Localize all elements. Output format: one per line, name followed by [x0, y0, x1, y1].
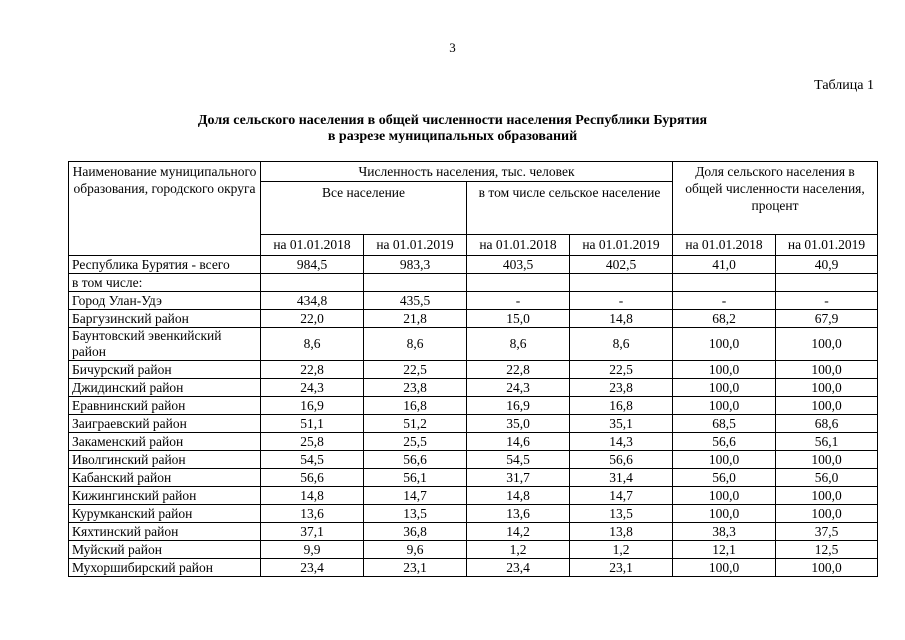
header-date: на 01.01.2018 — [673, 235, 776, 256]
table-row — [69, 310, 878, 328]
cell-value: 16,8 — [364, 397, 467, 415]
cell-value: 25,5 — [364, 433, 467, 451]
page-number: 3 — [449, 40, 456, 55]
cell-value: 23,4 — [467, 559, 570, 577]
cell-value: 35,1 — [570, 415, 673, 433]
table-row — [69, 451, 878, 469]
cell-value: 15,0 — [467, 310, 570, 328]
cell-value: 100,0 — [776, 397, 878, 415]
cell-value: 51,2 — [364, 415, 467, 433]
cell-value: 16,9 — [261, 397, 364, 415]
cell-value: 23,8 — [570, 379, 673, 397]
table-row — [69, 541, 878, 559]
cell-value: 14,8 — [467, 487, 570, 505]
cell-empty — [673, 274, 776, 292]
row-name: Кабанский район — [69, 469, 261, 487]
cell-value: 402,5 — [570, 256, 673, 274]
row-name: Баунтовский эвенкийский район — [69, 328, 261, 361]
cell-value: 23,1 — [364, 559, 467, 577]
table-body — [69, 256, 878, 577]
cell-value: 100,0 — [673, 361, 776, 379]
cell-value: 54,5 — [261, 451, 364, 469]
table-row — [69, 469, 878, 487]
cell-value: 56,1 — [776, 433, 878, 451]
cell-value: 100,0 — [673, 559, 776, 577]
cell-empty — [467, 274, 570, 292]
cell-value: 100,0 — [673, 379, 776, 397]
cell-value: 983,3 — [364, 256, 467, 274]
cell-value: 984,5 — [261, 256, 364, 274]
cell-value: 16,8 — [570, 397, 673, 415]
header-share-group: Доля сельского населения в общей численности населения, процент — [673, 162, 878, 235]
table-row — [69, 415, 878, 433]
cell-value: 23,1 — [570, 559, 673, 577]
table-row — [69, 505, 878, 523]
cell-value: 13,5 — [570, 505, 673, 523]
cell-value: - — [467, 292, 570, 310]
cell-value: 40,9 — [776, 256, 878, 274]
cell-value: 22,5 — [364, 361, 467, 379]
cell-value: 435,5 — [364, 292, 467, 310]
cell-value: 100,0 — [673, 328, 776, 361]
cell-value: 100,0 — [673, 397, 776, 415]
cell-value: 21,8 — [364, 310, 467, 328]
cell-value: 22,5 — [570, 361, 673, 379]
cell-empty — [776, 274, 878, 292]
cell-value: 403,5 — [467, 256, 570, 274]
cell-value: 100,0 — [776, 559, 878, 577]
cell-value: 56,0 — [776, 469, 878, 487]
row-name: Закаменский район — [69, 433, 261, 451]
row-name: Еравнинский район — [69, 397, 261, 415]
population-table — [68, 161, 878, 577]
row-name: Город Улан-Удэ — [69, 292, 261, 310]
table-row — [69, 559, 878, 577]
title-line-2: в разрезе муниципальных образований — [327, 129, 578, 144]
cell-value: 23,4 — [261, 559, 364, 577]
header-date: на 01.01.2019 — [776, 235, 878, 256]
document-title — [0, 113, 905, 145]
cell-value: 100,0 — [776, 379, 878, 397]
cell-value: 9,6 — [364, 541, 467, 559]
cell-value: 13,5 — [364, 505, 467, 523]
cell-value: 24,3 — [261, 379, 364, 397]
cell-value: 1,2 — [570, 541, 673, 559]
cell-value: 14,8 — [570, 310, 673, 328]
subheader-row — [69, 274, 878, 292]
header-rural: в том числе сельское население — [467, 182, 673, 235]
cell-value: 22,0 — [261, 310, 364, 328]
cell-value: 68,2 — [673, 310, 776, 328]
cell-value: 37,5 — [776, 523, 878, 541]
cell-value: 9,9 — [261, 541, 364, 559]
cell-value: 13,6 — [467, 505, 570, 523]
cell-value: 100,0 — [776, 451, 878, 469]
cell-value: 100,0 — [776, 361, 878, 379]
cell-value: 68,6 — [776, 415, 878, 433]
cell-value: 1,2 — [467, 541, 570, 559]
cell-value: 56,0 — [673, 469, 776, 487]
cell-value: 56,6 — [570, 451, 673, 469]
cell-value: - — [776, 292, 878, 310]
cell-value: 37,1 — [261, 523, 364, 541]
cell-value: 35,0 — [467, 415, 570, 433]
cell-value: 100,0 — [776, 487, 878, 505]
row-name: Заиграевский район — [69, 415, 261, 433]
row-name: Джидинский район — [69, 379, 261, 397]
cell-value: 36,8 — [364, 523, 467, 541]
cell-value: 13,6 — [261, 505, 364, 523]
table-caption: Таблица 1 — [814, 78, 874, 93]
cell-value: 100,0 — [776, 328, 878, 361]
cell-value: 68,5 — [673, 415, 776, 433]
total-row — [69, 256, 878, 274]
row-name: Курумканский район — [69, 505, 261, 523]
cell-value: 100,0 — [673, 451, 776, 469]
cell-value: 12,1 — [673, 541, 776, 559]
cell-value: 22,8 — [261, 361, 364, 379]
cell-value: 8,6 — [261, 328, 364, 361]
cell-value: 14,2 — [467, 523, 570, 541]
table-row — [69, 292, 878, 310]
row-name: Бичурский район — [69, 361, 261, 379]
header-date: на 01.01.2019 — [364, 235, 467, 256]
header-date: на 01.01.2018 — [467, 235, 570, 256]
cell-value: 56,6 — [364, 451, 467, 469]
row-name: Мухоршибирский район — [69, 559, 261, 577]
table-row — [69, 487, 878, 505]
cell-value: - — [673, 292, 776, 310]
cell-value: - — [570, 292, 673, 310]
cell-value: 434,8 — [261, 292, 364, 310]
cell-value: 14,8 — [261, 487, 364, 505]
row-name: Республика Бурятия - всего — [69, 256, 261, 274]
cell-value: 8,6 — [570, 328, 673, 361]
row-name: Баргузинский район — [69, 310, 261, 328]
cell-value: 24,3 — [467, 379, 570, 397]
table-row — [69, 433, 878, 451]
cell-value: 14,3 — [570, 433, 673, 451]
subheader-label: в том числе: — [69, 274, 261, 292]
table-row — [69, 361, 878, 379]
row-name: Иволгинский район — [69, 451, 261, 469]
cell-value: 14,7 — [570, 487, 673, 505]
row-name: Муйский район — [69, 541, 261, 559]
header-name: Наименование муниципального образования, городского округа — [69, 162, 261, 256]
row-name: Кижингинский район — [69, 487, 261, 505]
cell-value: 12,5 — [776, 541, 878, 559]
cell-value: 31,4 — [570, 469, 673, 487]
header-date: на 01.01.2018 — [261, 235, 364, 256]
cell-value: 100,0 — [776, 505, 878, 523]
header-population-group: Численность населения, тыс. человек — [261, 162, 673, 182]
table-row — [69, 379, 878, 397]
cell-value: 56,6 — [673, 433, 776, 451]
cell-value: 14,6 — [467, 433, 570, 451]
cell-value: 31,7 — [467, 469, 570, 487]
cell-value: 14,7 — [364, 487, 467, 505]
title-line-1: Доля сельского населения в общей численности населения Республики Бурятия — [197, 113, 708, 128]
cell-value: 25,8 — [261, 433, 364, 451]
cell-value: 56,1 — [364, 469, 467, 487]
cell-empty — [364, 274, 467, 292]
table-row — [69, 523, 878, 541]
cell-value: 8,6 — [364, 328, 467, 361]
cell-value: 67,9 — [776, 310, 878, 328]
cell-value: 56,6 — [261, 469, 364, 487]
header-date: на 01.01.2019 — [570, 235, 673, 256]
cell-value: 100,0 — [673, 505, 776, 523]
table-row — [69, 328, 878, 361]
cell-value: 16,9 — [467, 397, 570, 415]
cell-value: 54,5 — [467, 451, 570, 469]
cell-value: 23,8 — [364, 379, 467, 397]
cell-empty — [261, 274, 364, 292]
cell-value: 13,8 — [570, 523, 673, 541]
table-header — [69, 162, 878, 256]
cell-empty — [570, 274, 673, 292]
cell-value: 51,1 — [261, 415, 364, 433]
header-total: Все население — [261, 182, 467, 235]
cell-value: 8,6 — [467, 328, 570, 361]
cell-value: 41,0 — [673, 256, 776, 274]
table-row — [69, 397, 878, 415]
cell-value: 22,8 — [467, 361, 570, 379]
row-name: Кяхтинский район — [69, 523, 261, 541]
cell-value: 100,0 — [673, 487, 776, 505]
cell-value: 38,3 — [673, 523, 776, 541]
